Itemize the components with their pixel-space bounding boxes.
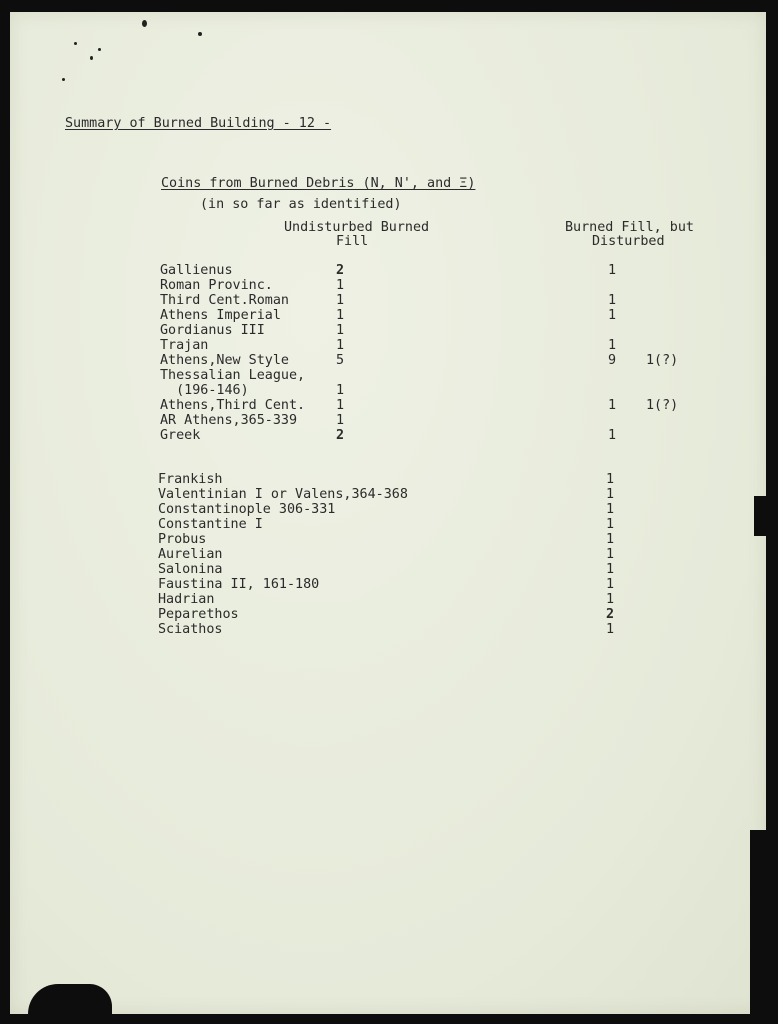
table-row <box>10 263 766 278</box>
table-row <box>10 308 766 323</box>
disturbed-count: 1 <box>606 592 615 607</box>
table-row <box>10 293 766 308</box>
disturbed-count: 1 <box>606 532 615 547</box>
ink-speck <box>198 32 202 36</box>
coin-name: Third Cent.Roman <box>160 293 289 308</box>
table-row <box>8 547 764 562</box>
table-row <box>10 353 766 368</box>
table-row <box>10 278 766 293</box>
ink-speck <box>62 78 65 81</box>
coin-name: (196-146) <box>160 383 249 398</box>
table-row <box>8 562 764 577</box>
disturbed-count: 1 <box>608 293 617 308</box>
undisturbed-count: 5 <box>336 353 345 368</box>
table-row <box>8 487 764 502</box>
table-row <box>8 502 764 517</box>
disturbed-count: 1 <box>606 622 615 637</box>
disturbed-count: 1 <box>606 562 615 577</box>
coin-name: Athens Imperial <box>160 308 281 323</box>
table-row <box>8 607 764 622</box>
col-header-disturbed-line1: Burned Fill, but <box>565 220 694 235</box>
disturbed-count: 1 <box>606 502 615 517</box>
coin-name: Gallienus <box>160 263 233 278</box>
disturbed-count: 1 <box>606 472 615 487</box>
disturbed-count: 2 <box>606 607 615 622</box>
table-row <box>10 323 766 338</box>
disturbed-count: 1 <box>608 398 617 413</box>
document-page <box>10 12 766 1014</box>
coin-name: Greek <box>160 428 201 443</box>
table-row <box>8 592 764 607</box>
coin-name: Athens,Third Cent. <box>160 398 306 413</box>
disturbed-count: 1 <box>608 428 617 443</box>
undisturbed-count: 1 <box>336 413 345 428</box>
coin-name: AR Athens,365-339 <box>160 413 298 428</box>
extra-count: 1(?) <box>646 353 679 368</box>
disturbed-count: 1 <box>606 517 615 532</box>
disturbed-count: 1 <box>606 487 615 502</box>
coin-name: Probus <box>158 532 207 547</box>
coin-name: Faustina II, 161-180 <box>158 577 320 592</box>
ink-speck <box>142 20 147 27</box>
coin-name: Aurelian <box>158 547 223 562</box>
table-row <box>8 577 764 592</box>
table-row <box>10 398 766 413</box>
summary-title: Summary of Burned Building - 12 - <box>65 116 332 131</box>
coin-name: Hadrian <box>158 592 215 607</box>
coin-name: Peparethos <box>158 607 239 622</box>
undisturbed-count: 1 <box>336 383 345 398</box>
undisturbed-count: 2 <box>336 263 345 278</box>
coin-name: Trajan <box>160 338 209 353</box>
disturbed-count: 1 <box>606 547 615 562</box>
table-row <box>8 517 764 532</box>
coin-name: Sciathos <box>158 622 223 637</box>
undisturbed-count: 1 <box>336 398 345 413</box>
table-row <box>8 472 764 487</box>
ink-speck <box>98 48 101 51</box>
disturbed-count: 1 <box>608 308 617 323</box>
col-header-disturbed-line2: Disturbed <box>592 234 665 249</box>
undisturbed-count: 1 <box>336 323 345 338</box>
disturbed-count: 9 <box>608 353 617 368</box>
undisturbed-count: 1 <box>336 308 345 323</box>
table-row <box>10 368 766 383</box>
undisturbed-count: 1 <box>336 278 345 293</box>
coin-name: Athens,New Style <box>160 353 289 368</box>
coin-name: Thessalian League, <box>160 368 306 383</box>
ink-speck <box>90 56 93 60</box>
ink-speck <box>74 42 77 45</box>
table-row <box>10 383 766 398</box>
undisturbed-count: 1 <box>336 293 345 308</box>
coin-name: Gordianus III <box>160 323 265 338</box>
paper-tear <box>750 830 766 1014</box>
table-row <box>8 622 764 637</box>
disturbed-count: 1 <box>606 577 615 592</box>
table-row <box>10 413 766 428</box>
table-row <box>10 428 766 443</box>
col-header-undisturbed-line1: Undisturbed Burned <box>284 220 430 235</box>
disturbed-count: 1 <box>608 338 617 353</box>
coin-name: Frankish <box>158 472 223 487</box>
coin-name: Constantine I <box>158 517 263 532</box>
extra-count: 1(?) <box>646 398 679 413</box>
disturbed-count: 1 <box>608 263 617 278</box>
col-header-undisturbed-line2: Fill <box>336 234 369 249</box>
paper-tear <box>28 984 112 1014</box>
coin-name: Valentinian I or Valens,364-368 <box>158 487 408 502</box>
section-subtitle: (in so far as identified) <box>200 197 402 212</box>
coin-name: Roman Provinc. <box>160 278 273 293</box>
table-row <box>8 532 764 547</box>
undisturbed-count: 1 <box>336 338 345 353</box>
coin-name: Constantinople 306-331 <box>158 502 336 517</box>
section-title: Coins from Burned Debris (N, N', and Ξ) <box>161 176 476 191</box>
coin-name: Salonina <box>158 562 223 577</box>
undisturbed-count: 2 <box>336 428 345 443</box>
table-row <box>10 338 766 353</box>
